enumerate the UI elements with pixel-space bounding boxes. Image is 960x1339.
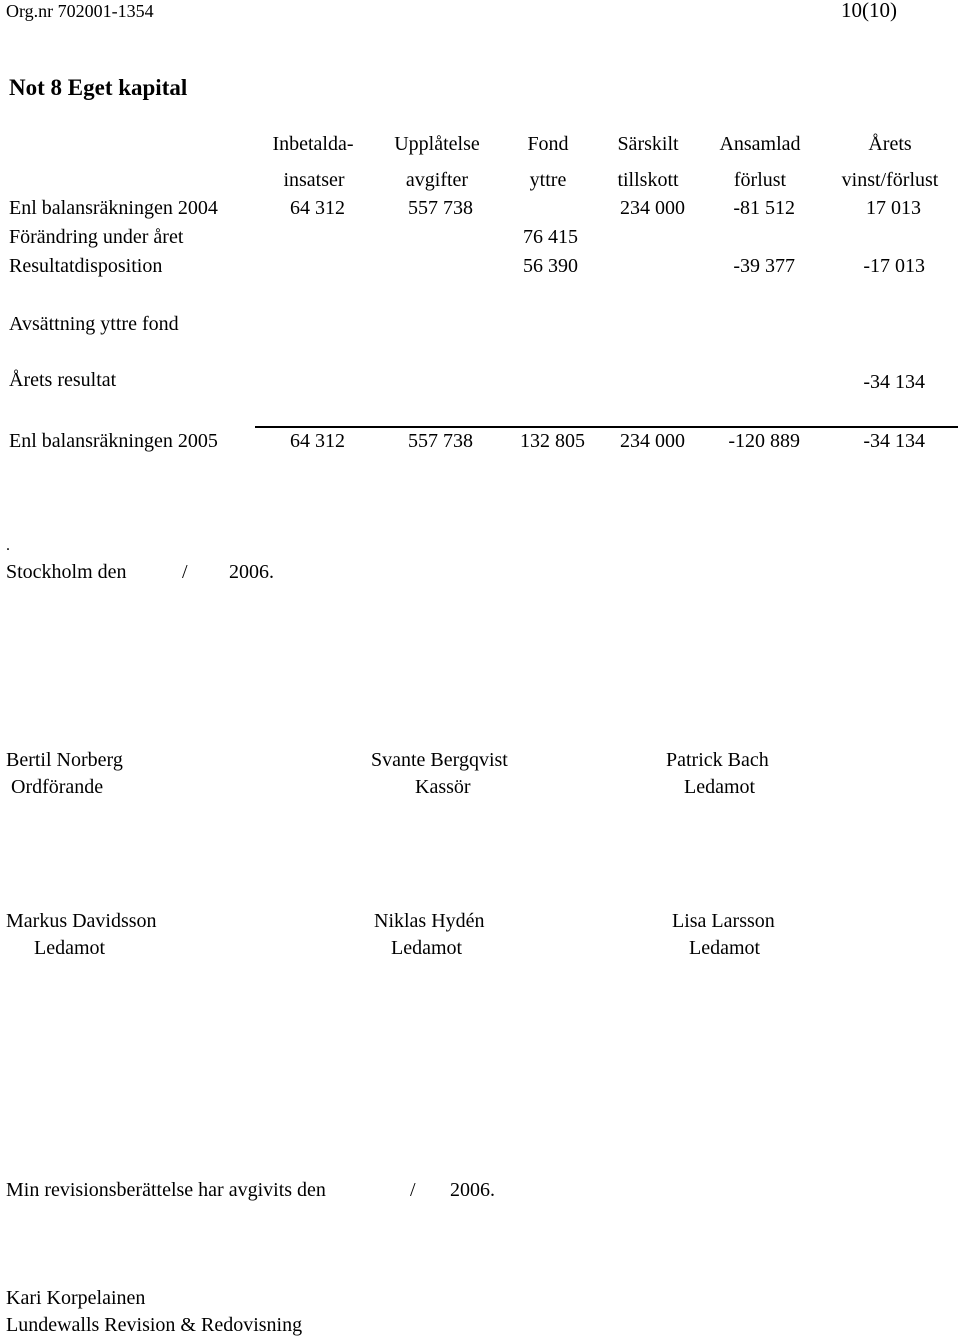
column-header: Upplåtelse [394,133,480,155]
auditor-name: Kari Korpelainen [6,1287,146,1309]
column-header: Särskilt [617,133,679,155]
signatory-role: Ledamot [34,937,106,959]
audit-year: 2006. [450,1179,495,1201]
place-date-year: 2006. [229,561,274,583]
signatory-name: Lisa Larsson [672,910,775,932]
auditor-firm: Lundewalls Revision & Redovisning [6,1314,303,1336]
row-label: Enl balansräkningen 2004 [9,197,218,219]
stray-dot: . [6,537,10,554]
signatory-name: Markus Davidsson [6,910,157,932]
signatory-role: Ordförande [11,776,104,798]
row-label: Avsättning yttre fond [9,313,179,335]
column-subheader: vinst/förlust [841,169,939,191]
column-subheader: förlust [733,169,787,191]
column-header: Inbetalda- [272,133,354,155]
row-label: Enl balansräkningen 2005 [9,430,218,452]
place-date-text: Stockholm den [6,561,127,583]
cell-avgifter: 557 738 [408,430,473,452]
column-subheader: avgifter [405,169,469,191]
cell-fond: 76 415 [523,226,578,248]
column-header: Årets [868,133,912,155]
signatory-name: Niklas Hydén [374,910,485,932]
audit-statement: Min revisionsberättelse har avgivits den [6,1179,326,1201]
signatory-name: Svante Bergqvist [371,749,508,771]
signatory-name: Patrick Bach [666,749,769,771]
signatory-role: Ledamot [684,776,756,798]
column-header: Ansamlad [719,133,801,155]
cell-tillskott: 234 000 [620,197,685,219]
cell-forlust: -39 377 [733,255,795,277]
column-subheader: insatser [283,169,345,191]
row-label: Resultatdisposition [9,255,163,277]
row-label: Årets resultat [9,369,117,391]
signatory-role: Ledamot [391,937,463,959]
cell-fond: 56 390 [523,255,578,277]
place-date-slash: / [182,561,188,583]
cell-arets: -34 134 [863,430,925,452]
cell-insatser: 64 312 [290,430,345,452]
cell-arets: -17 013 [863,255,925,277]
column-subheader: yttre [529,169,567,191]
cell-avgifter: 557 738 [408,197,473,219]
signatory-name: Bertil Norberg [6,749,123,771]
audit-slash: / [410,1179,416,1201]
row-label: Förändring under året [9,226,184,248]
column-header: Fond [527,133,569,155]
cell-forlust: -81 512 [733,197,795,219]
cell-forlust: -120 889 [728,430,800,452]
cell-fond: 132 805 [520,430,585,452]
cell-arets: 17 013 [866,197,921,219]
page-number: 10(10) [841,0,897,22]
cell-arets: -34 134 [863,371,925,393]
total-rule [255,426,958,428]
org-number: Org.nr 702001-1354 [6,1,154,21]
signatory-role: Ledamot [689,937,761,959]
cell-insatser: 64 312 [290,197,345,219]
note-title: Not 8 Eget kapital [9,75,188,100]
column-subheader: tillskott [617,169,679,191]
cell-tillskott: 234 000 [620,430,685,452]
signatory-role: Kassör [415,776,471,798]
